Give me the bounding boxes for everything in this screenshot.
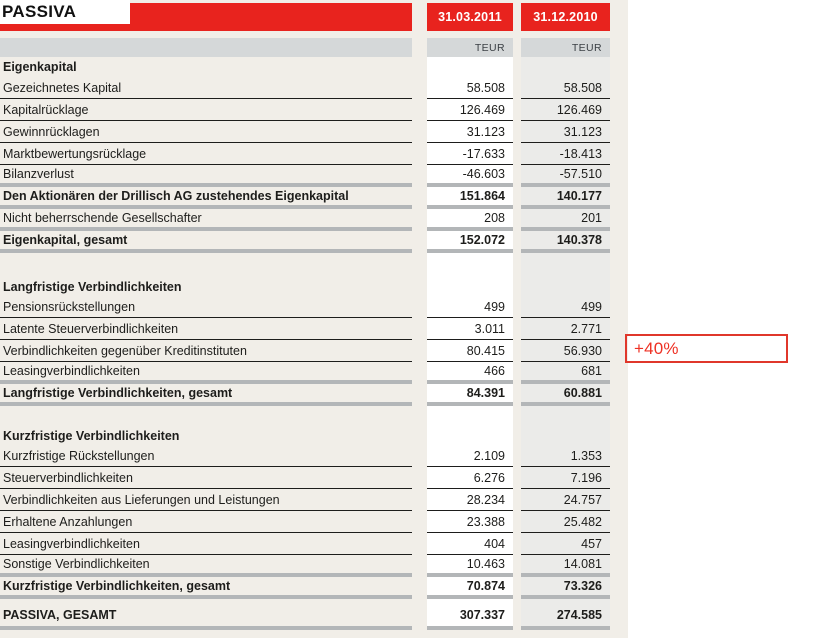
column-gap	[412, 340, 427, 362]
column-gap	[412, 209, 427, 231]
value-current: 84.391	[427, 384, 513, 406]
column-gap	[513, 187, 521, 209]
table-row	[0, 296, 610, 318]
column-gap	[412, 467, 427, 489]
column-gap	[513, 467, 521, 489]
value-current: 152.072	[427, 231, 513, 253]
table-row	[0, 187, 610, 209]
spacer-row	[0, 406, 610, 426]
table-row	[0, 533, 610, 555]
value-current	[427, 426, 513, 445]
row-label: Kurzfristige Verbindlichkeiten	[3, 428, 180, 443]
spacer-row	[0, 253, 610, 277]
column-gap	[513, 577, 521, 599]
value-prior: -57.510	[521, 165, 610, 187]
value-prior: 58.508	[521, 77, 610, 99]
value-prior: 31.123	[521, 121, 610, 143]
table-row	[0, 165, 610, 187]
highlight-box	[625, 334, 788, 363]
value-prior: 7.196	[521, 467, 610, 489]
value-current: 208	[427, 209, 513, 231]
column-gap	[412, 231, 427, 253]
row-label: Den Aktionären der Drillisch AG zustehendes Eigenkapital	[0, 187, 412, 209]
table-row	[0, 318, 610, 340]
column-gap	[412, 489, 427, 511]
value-current: 10.463	[427, 555, 513, 577]
table-row	[0, 604, 610, 630]
row-label: Steuerverbindlichkeiten	[0, 467, 412, 489]
value-prior: 140.177	[521, 187, 610, 209]
column-gap	[412, 165, 427, 187]
row-label	[0, 253, 412, 277]
value-prior: 274.585	[521, 604, 610, 630]
row-label: Langfristige Verbindlichkeiten, gesamt	[0, 384, 412, 406]
unit-label-prior: TEUR	[521, 38, 610, 57]
column-gap	[412, 511, 427, 533]
table-row	[0, 362, 610, 384]
row-label: Leasingverbindlichkeiten	[0, 533, 412, 555]
row-label: Pensionsrückstellungen	[0, 296, 412, 318]
value-prior: 25.482	[521, 511, 610, 533]
value-prior	[521, 277, 610, 296]
table-row	[0, 77, 610, 99]
row-label: Verbindlichkeiten aus Lieferungen und Leistungen	[0, 489, 412, 511]
value-current: 28.234	[427, 489, 513, 511]
value-current	[427, 406, 513, 426]
column-gap	[412, 362, 427, 384]
value-current: 466	[427, 362, 513, 384]
value-current	[427, 277, 513, 296]
annotation-label: +40%	[634, 338, 679, 358]
value-current: -46.603	[427, 165, 513, 187]
column-gap	[513, 384, 521, 406]
row-label: PASSIVA, GESAMT	[0, 604, 412, 630]
column-header-current-date: 31.03.2011	[427, 3, 513, 31]
value-current: 23.388	[427, 511, 513, 533]
table-row	[0, 577, 610, 599]
row-label: Kurzfristige Rückstellungen	[0, 445, 412, 467]
column-gap	[513, 143, 521, 165]
table-row	[0, 143, 610, 165]
value-current	[427, 253, 513, 277]
value-prior: 14.081	[521, 555, 610, 577]
table-row	[0, 231, 610, 253]
value-prior: 457	[521, 533, 610, 555]
value-current: 307.337	[427, 604, 513, 630]
value-prior: 60.881	[521, 384, 610, 406]
column-gap	[412, 445, 427, 467]
table-row	[0, 340, 610, 362]
value-prior	[521, 426, 610, 445]
value-current: 499	[427, 296, 513, 318]
row-label: Latente Steuerverbindlichkeiten	[0, 318, 412, 340]
value-prior	[521, 57, 610, 77]
column-gap	[513, 231, 521, 253]
column-gap	[412, 57, 427, 77]
value-current: 404	[427, 533, 513, 555]
table-row	[0, 57, 610, 77]
table-row	[0, 277, 610, 296]
row-label: Verbindlichkeiten gegenüber Kreditinstituten	[0, 340, 412, 362]
column-gap	[513, 511, 521, 533]
value-current: 6.276	[427, 467, 513, 489]
column-gap	[513, 253, 521, 277]
column-gap	[513, 165, 521, 187]
row-label	[0, 406, 412, 426]
column-gap	[412, 77, 427, 99]
column-gap	[513, 426, 521, 445]
column-gap	[412, 253, 427, 277]
table-rows	[0, 57, 610, 630]
table-row	[0, 99, 610, 121]
column-gap	[412, 121, 427, 143]
value-prior: -18.413	[521, 143, 610, 165]
value-current: 126.469	[427, 99, 513, 121]
row-label: Erhaltene Anzahlungen	[0, 511, 412, 533]
column-gap	[412, 318, 427, 340]
column-gap	[513, 57, 521, 77]
value-prior: 499	[521, 296, 610, 318]
row-label: Eigenkapital, gesamt	[0, 231, 412, 253]
column-gap	[513, 604, 521, 630]
value-current: 2.109	[427, 445, 513, 467]
value-current: 70.874	[427, 577, 513, 599]
column-gap	[412, 143, 427, 165]
page-title: PASSIVA	[0, 0, 130, 24]
value-current: 151.864	[427, 187, 513, 209]
value-prior: 73.326	[521, 577, 610, 599]
row-label: Sonstige Verbindlichkeiten	[0, 555, 412, 577]
column-gap	[513, 362, 521, 384]
table-row	[0, 511, 610, 533]
value-current	[427, 57, 513, 77]
value-prior: 24.757	[521, 489, 610, 511]
table-row	[0, 121, 610, 143]
value-prior: 56.930	[521, 340, 610, 362]
table-row	[0, 426, 610, 445]
unit-bar-label-area	[0, 38, 412, 57]
value-current: 3.011	[427, 318, 513, 340]
row-label: Gezeichnetes Kapital	[0, 77, 412, 99]
column-gap	[412, 99, 427, 121]
column-gap	[412, 604, 427, 630]
value-current: -17.633	[427, 143, 513, 165]
row-label: Kapitalrücklage	[0, 99, 412, 121]
column-gap	[412, 384, 427, 406]
table-row	[0, 489, 610, 511]
value-prior: 2.771	[521, 318, 610, 340]
value-prior: 126.469	[521, 99, 610, 121]
table-row	[0, 467, 610, 489]
column-gap	[513, 209, 521, 231]
column-gap	[412, 187, 427, 209]
column-gap	[412, 533, 427, 555]
column-gap	[513, 99, 521, 121]
column-gap	[513, 277, 521, 296]
column-gap	[412, 277, 427, 296]
row-label: Marktbewertungsrücklage	[0, 143, 412, 165]
column-gap	[513, 121, 521, 143]
value-current: 58.508	[427, 77, 513, 99]
unit-label-current: TEUR	[427, 38, 513, 57]
column-gap	[513, 445, 521, 467]
table-row	[0, 209, 610, 231]
table-row	[0, 384, 610, 406]
column-gap	[513, 555, 521, 577]
column-gap	[513, 318, 521, 340]
row-label: Eigenkapital	[3, 60, 77, 74]
column-gap	[513, 406, 521, 426]
row-label: Nicht beherrschende Gesellschafter	[0, 209, 412, 231]
table-row	[0, 445, 610, 467]
column-gap	[513, 533, 521, 555]
row-label: Kurzfristige Verbindlichkeiten, gesamt	[0, 577, 412, 599]
value-prior: 681	[521, 362, 610, 384]
value-prior: 140.378	[521, 231, 610, 253]
value-prior: 1.353	[521, 445, 610, 467]
column-gap	[513, 340, 521, 362]
table-row	[0, 555, 610, 577]
column-gap	[412, 296, 427, 318]
column-gap	[513, 489, 521, 511]
column-gap	[412, 577, 427, 599]
row-label: Gewinnrücklagen	[0, 121, 412, 143]
row-label: Leasingverbindlichkeiten	[0, 362, 412, 384]
value-current: 31.123	[427, 121, 513, 143]
column-gap	[513, 77, 521, 99]
column-gap	[412, 406, 427, 426]
value-prior	[521, 253, 610, 277]
value-prior: 201	[521, 209, 610, 231]
column-gap	[412, 555, 427, 577]
column-gap	[412, 426, 427, 445]
value-prior	[521, 406, 610, 426]
row-label: Langfristige Verbindlichkeiten	[3, 279, 182, 294]
column-gap	[513, 296, 521, 318]
row-label: Bilanzverlust	[0, 165, 412, 187]
value-current: 80.415	[427, 340, 513, 362]
column-header-prior-date: 31.12.2010	[521, 3, 610, 31]
